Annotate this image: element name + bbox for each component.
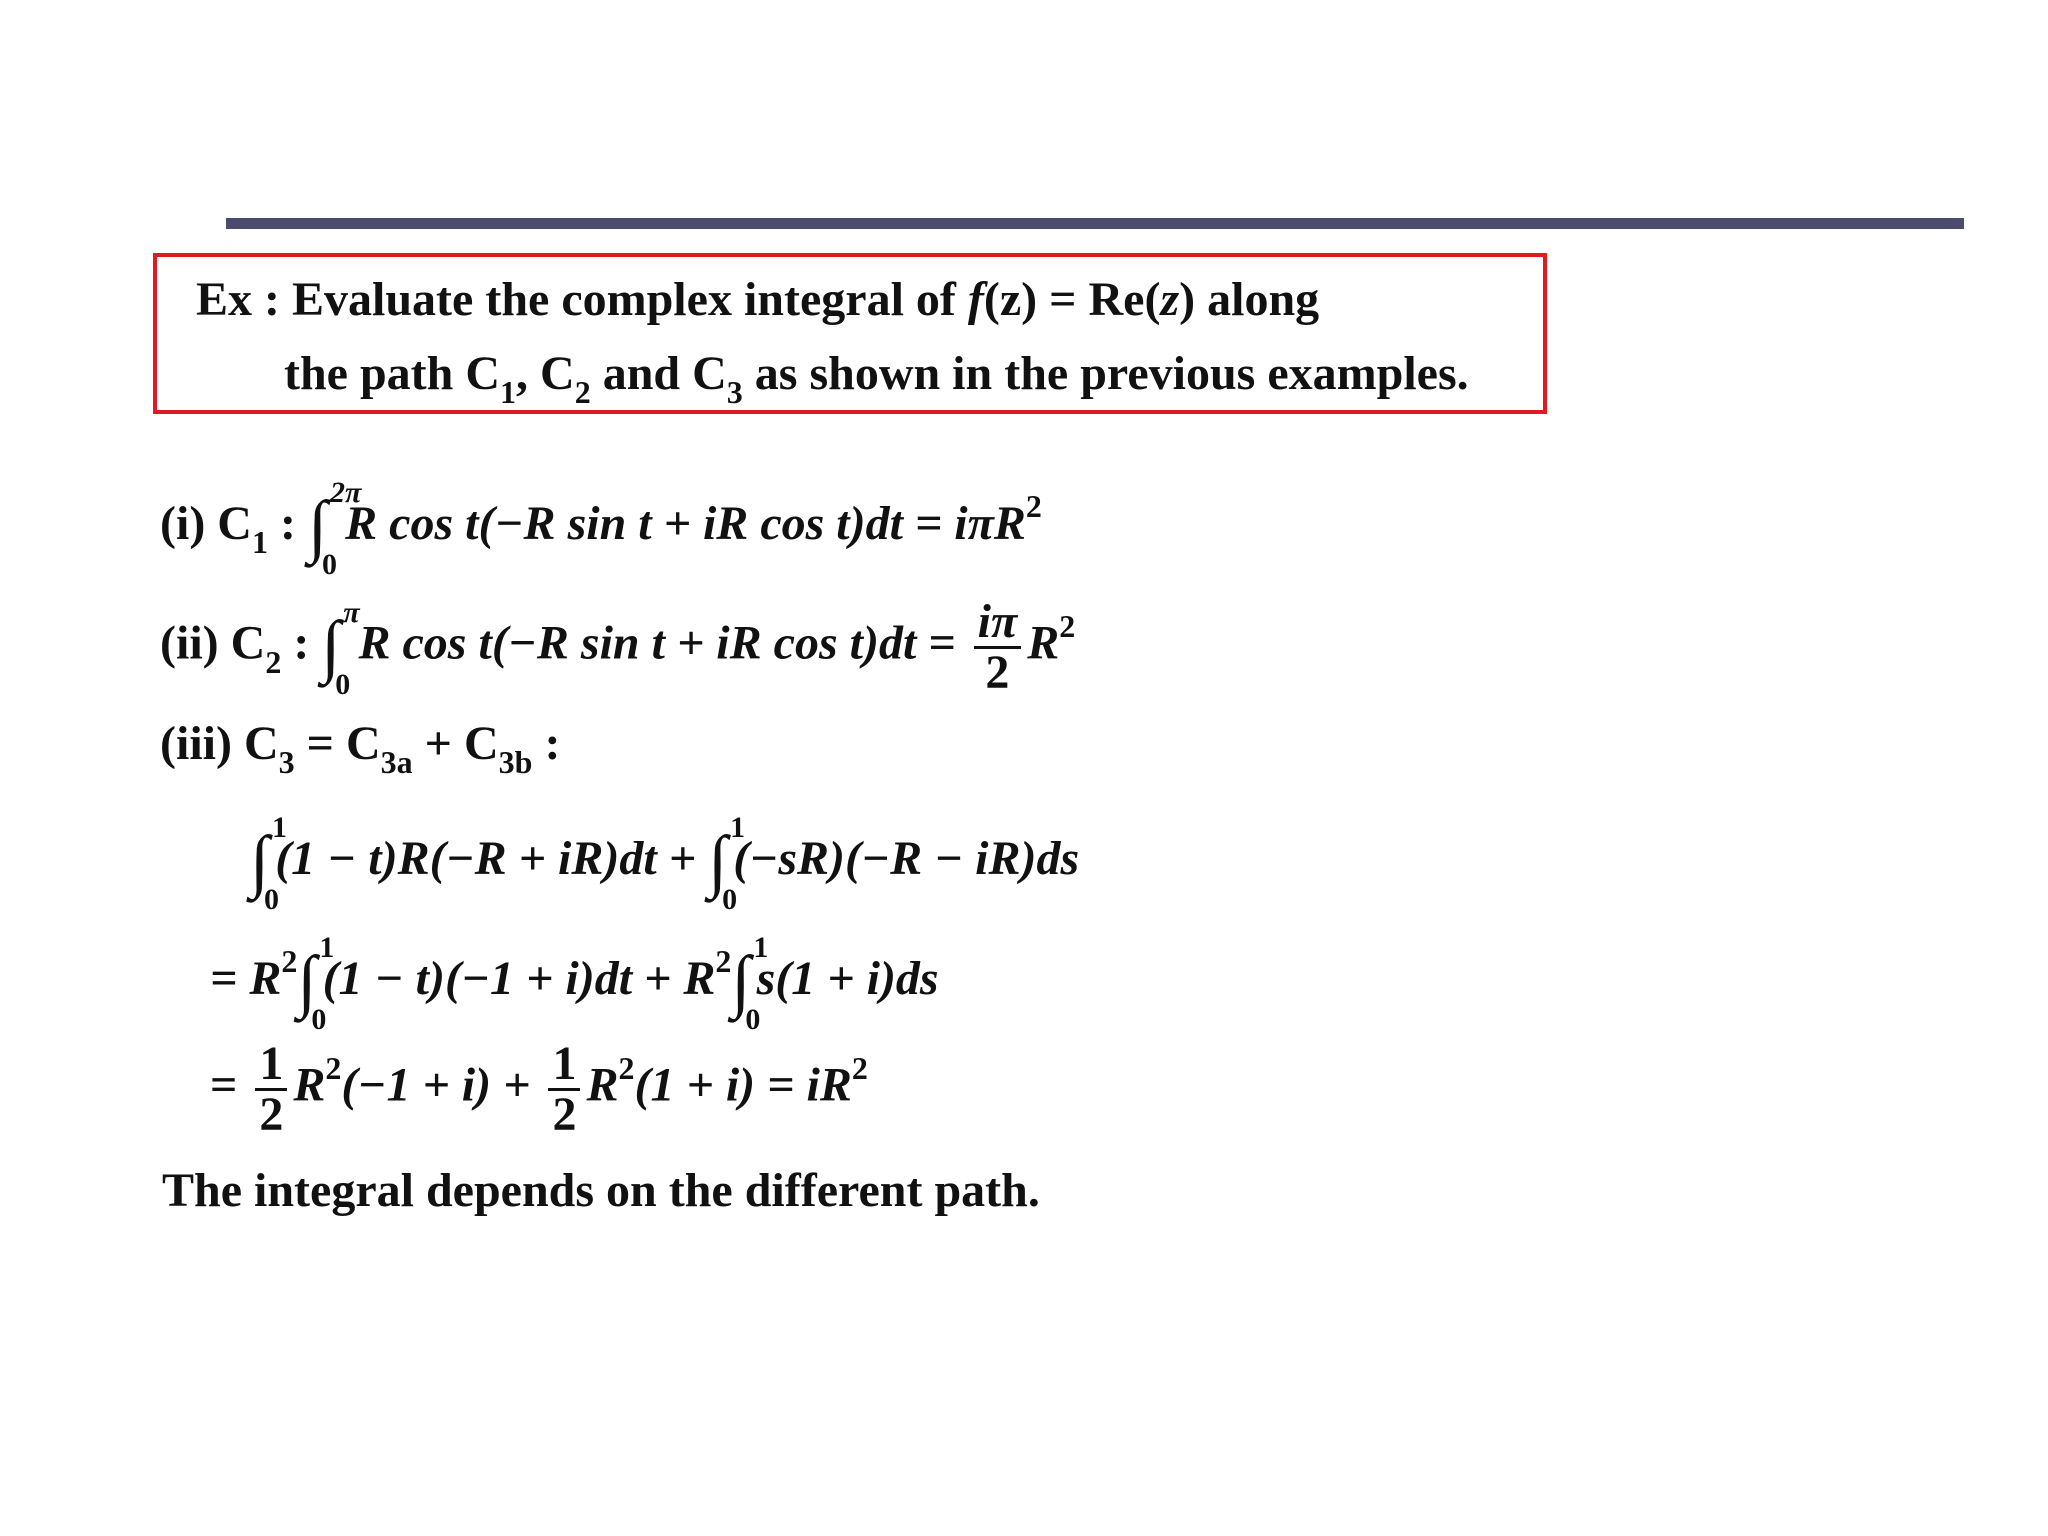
problem-line2-c: and C — [590, 347, 727, 400]
eq-i-label: (i) C — [160, 497, 252, 550]
eq-iv-lower-1: 0 — [264, 883, 279, 916]
eq-i-label-sub: 1 — [251, 524, 268, 560]
eq-vi-num-2: 1 — [552, 1037, 577, 1090]
problem-func-args: (z) — [983, 273, 1038, 326]
equation-iii — [160, 717, 561, 780]
problem-func: f — [967, 273, 984, 326]
equation-v — [210, 931, 939, 1036]
eq-ii-frac-den: 2 — [985, 646, 1010, 699]
equation-i — [160, 476, 1042, 581]
eq-v-lower-1: 0 — [311, 1003, 327, 1036]
eq-v-sup-2: 2 — [715, 943, 732, 979]
problem-suffix: ) along — [1179, 273, 1320, 326]
eq-vi-fraction-1 — [255, 1037, 287, 1141]
problem-statement-line-2 — [284, 347, 1469, 410]
eq-ii-label-sub: 2 — [265, 643, 282, 680]
eq-v-lead: = R — [210, 952, 282, 1005]
problem-statement-line-1 — [196, 273, 1320, 326]
problem-line2-b: , C — [516, 347, 575, 400]
eq-vi-mid-1: R — [293, 1058, 326, 1112]
eq-v-body-1: (1 − t)(−1 + i)dt + R — [322, 952, 716, 1005]
eq-i-lower-limit: 0 — [321, 548, 337, 581]
eq-i-body: R cos t(−R sin t + iR cos t)dt = iπR — [345, 497, 1026, 550]
problem-line2-a: the path C — [284, 347, 501, 400]
eq-ii-upper-limit: π — [343, 595, 360, 629]
integral-sign-icon: ∫ 2π 0 — [307, 476, 362, 581]
problem-var: z — [1160, 273, 1180, 326]
equation-vi — [210, 1037, 868, 1141]
integral-sign-icon: ∫ π 0 — [321, 595, 360, 701]
eq-iii-label: (iii) C — [160, 717, 279, 770]
eq-iii-sub-a: 3 — [278, 744, 295, 780]
eq-vi-fraction-2 — [548, 1037, 580, 1141]
eq-ii-tail: R — [1027, 616, 1060, 670]
eq-iii-eq: = C — [294, 717, 381, 770]
eq-vi-sup-1: 2 — [325, 1049, 342, 1086]
equation-iv — [250, 811, 1080, 916]
problem-sub-2: 2 — [574, 374, 591, 410]
eq-vi-mid-4: (1 + i) = iR — [634, 1058, 852, 1112]
eq-iii-sub-c: 3b — [498, 744, 533, 780]
eq-iv-upper-2: 1 — [730, 811, 746, 844]
eq-v-body-2: s(1 + i)ds — [756, 952, 939, 1005]
eq-i-sup: 2 — [1025, 488, 1042, 524]
integral-sign-icon: ∫ 1 0 — [250, 811, 287, 916]
eq-vi-den-1: 2 — [259, 1088, 284, 1141]
eq-vi-sup-2: 2 — [618, 1049, 635, 1086]
eq-iv-upper-1: 1 — [272, 811, 287, 844]
eq-v-upper-2: 1 — [753, 931, 769, 964]
problem-sub-1: 1 — [500, 374, 517, 410]
eq-i-colon: : — [267, 497, 296, 550]
eq-vi-sup-3: 2 — [851, 1049, 868, 1086]
eq-iv-body-2: (−sR)(−R − iR)ds — [733, 832, 1080, 885]
integral-sign-icon: ∫ 1 0 — [297, 931, 335, 1036]
eq-ii-fraction — [974, 595, 1022, 699]
eq-iii-sub-b: 3a — [380, 744, 413, 780]
eq-v-upper-1: 1 — [319, 931, 335, 964]
title-rule — [226, 218, 1964, 229]
eq-i-upper-limit: 2π — [329, 476, 362, 509]
eq-ii-frac-num: iπ — [977, 595, 1018, 648]
eq-iii-colon: : — [532, 717, 561, 770]
equation-ii — [160, 595, 1076, 701]
eq-vi-lead: = — [210, 1058, 250, 1112]
eq-ii-lower-limit: 0 — [335, 667, 351, 701]
eq-vi-num-1: 1 — [259, 1037, 284, 1090]
eq-ii-body: R cos t(−R sin t + iR cos t)dt = — [358, 616, 968, 670]
integral-sign-icon: ∫ 1 0 — [708, 811, 746, 916]
problem-sub-3: 3 — [726, 374, 743, 410]
eq-ii-label: (ii) C — [160, 616, 266, 670]
eq-iv-lower-2: 0 — [722, 883, 738, 916]
eq-v-sup-1: 2 — [281, 943, 298, 979]
problem-prefix: Ex : Evaluate the complex integral of — [196, 273, 968, 326]
integral-sign-icon: ∫ 1 0 — [731, 931, 769, 1036]
problem-equals: = Re( — [1037, 273, 1161, 326]
conclusion-text: The integral depends on the different path. — [162, 1164, 1040, 1217]
problem-line2-d: as shown in the previous examples. — [742, 347, 1469, 400]
eq-ii-sup: 2 — [1059, 607, 1076, 644]
eq-vi-mid-3: R — [586, 1058, 619, 1112]
eq-iv-body-1: (1 − t)R(−R + iR)dt + — [275, 832, 709, 885]
eq-ii-colon: : — [281, 616, 310, 670]
eq-vi-mid-2: (−1 + i) + — [341, 1058, 543, 1112]
eq-v-lower-2: 0 — [745, 1003, 761, 1036]
eq-iii-plus: + C — [412, 717, 499, 770]
eq-vi-den-2: 2 — [552, 1088, 577, 1141]
